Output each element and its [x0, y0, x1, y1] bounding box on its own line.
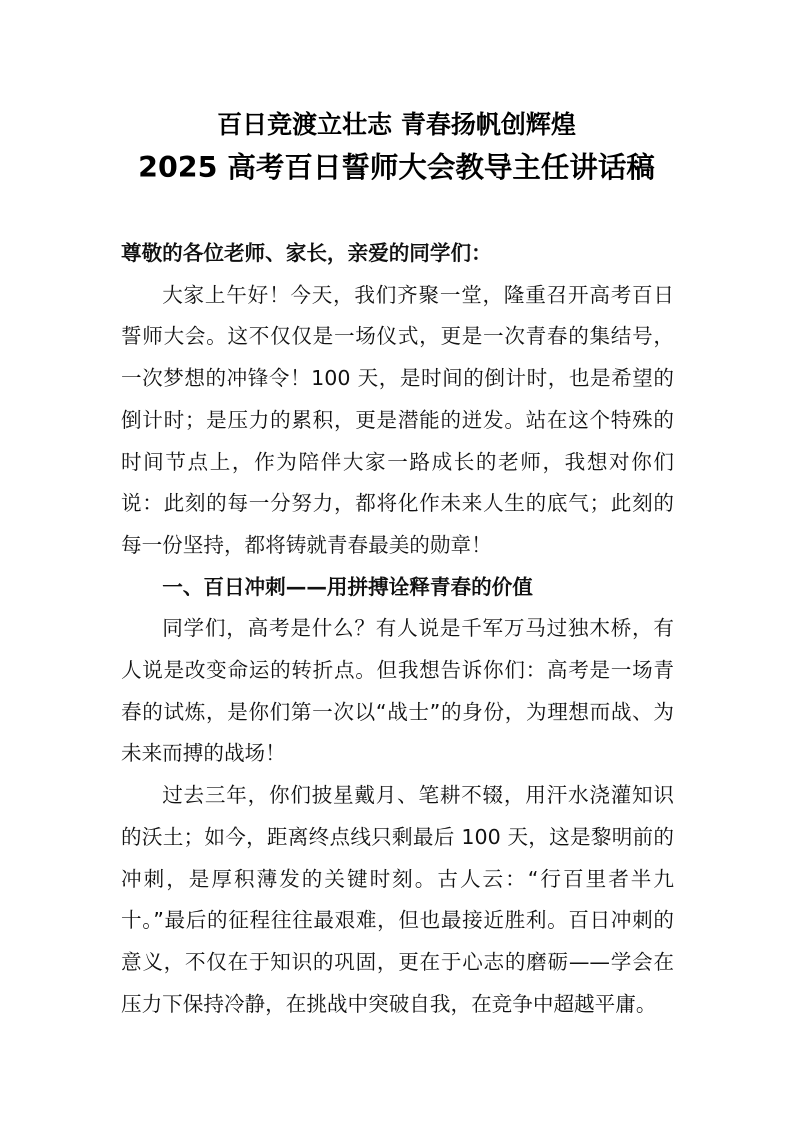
- salutation: 尊敬的各位老师、家长，亲爱的同学们：: [121, 241, 492, 265]
- section-heading-1: 一、百日冲刺——用拼搏诠释青春的价值: [162, 574, 533, 599]
- paragraph-section1-2: 过去三年，你们披星戴月、笔耕不辍，用汗水浇灌知识的沃土；如今，距离终点线只剩最后 100 天，这是黎明前的冲刺，是厚积薄发的关键时刻。古人云：“行百里者半九十。”最后的征程往往最艰难，但也最接近胜利。百日冲刺的意义，不仅在于知识的巩固，更在于心志的磨砺——学会在压力下保持冷静，在挑战中突破自我，在竞争中超越平庸。: [121, 783, 674, 1016]
- document-title-sub: 2025 高考百日誓师大会教导主任讲话稿: [138, 151, 655, 184]
- paragraph-opening: 大家上午好！今天，我们齐聚一堂，隆重召开高考百日誓师大会。这不仅仅是一场仪式，更是一次青春的集结号，一次梦想的冲锋令！100 天，是时间的倒计时，也是希望的倒计时；是压力的累积，更是潜能的迸发。站在这个特殊的时间节点上，作为陪伴大家一路成长的老师，我想对你们说：此刻的每一分努力，都将化作未来人生的底气；此刻的每一份坚持，都将铸就青春最美的勋章！: [121, 282, 674, 557]
- document-body: [121, 233, 674, 1025]
- document-title-main: 百日竞渡立壮志 青春扬帆创辉煌: [217, 110, 576, 139]
- paragraph-section1-1: 同学们，高考是什么？有人说是千军万马过独木桥，有人说是改变命运的转折点。但我想告诉你们：高考是一场青春的试炼，是你们第一次以“战士”的身份，为理想而战、为未来而搏的战场！: [121, 616, 674, 766]
